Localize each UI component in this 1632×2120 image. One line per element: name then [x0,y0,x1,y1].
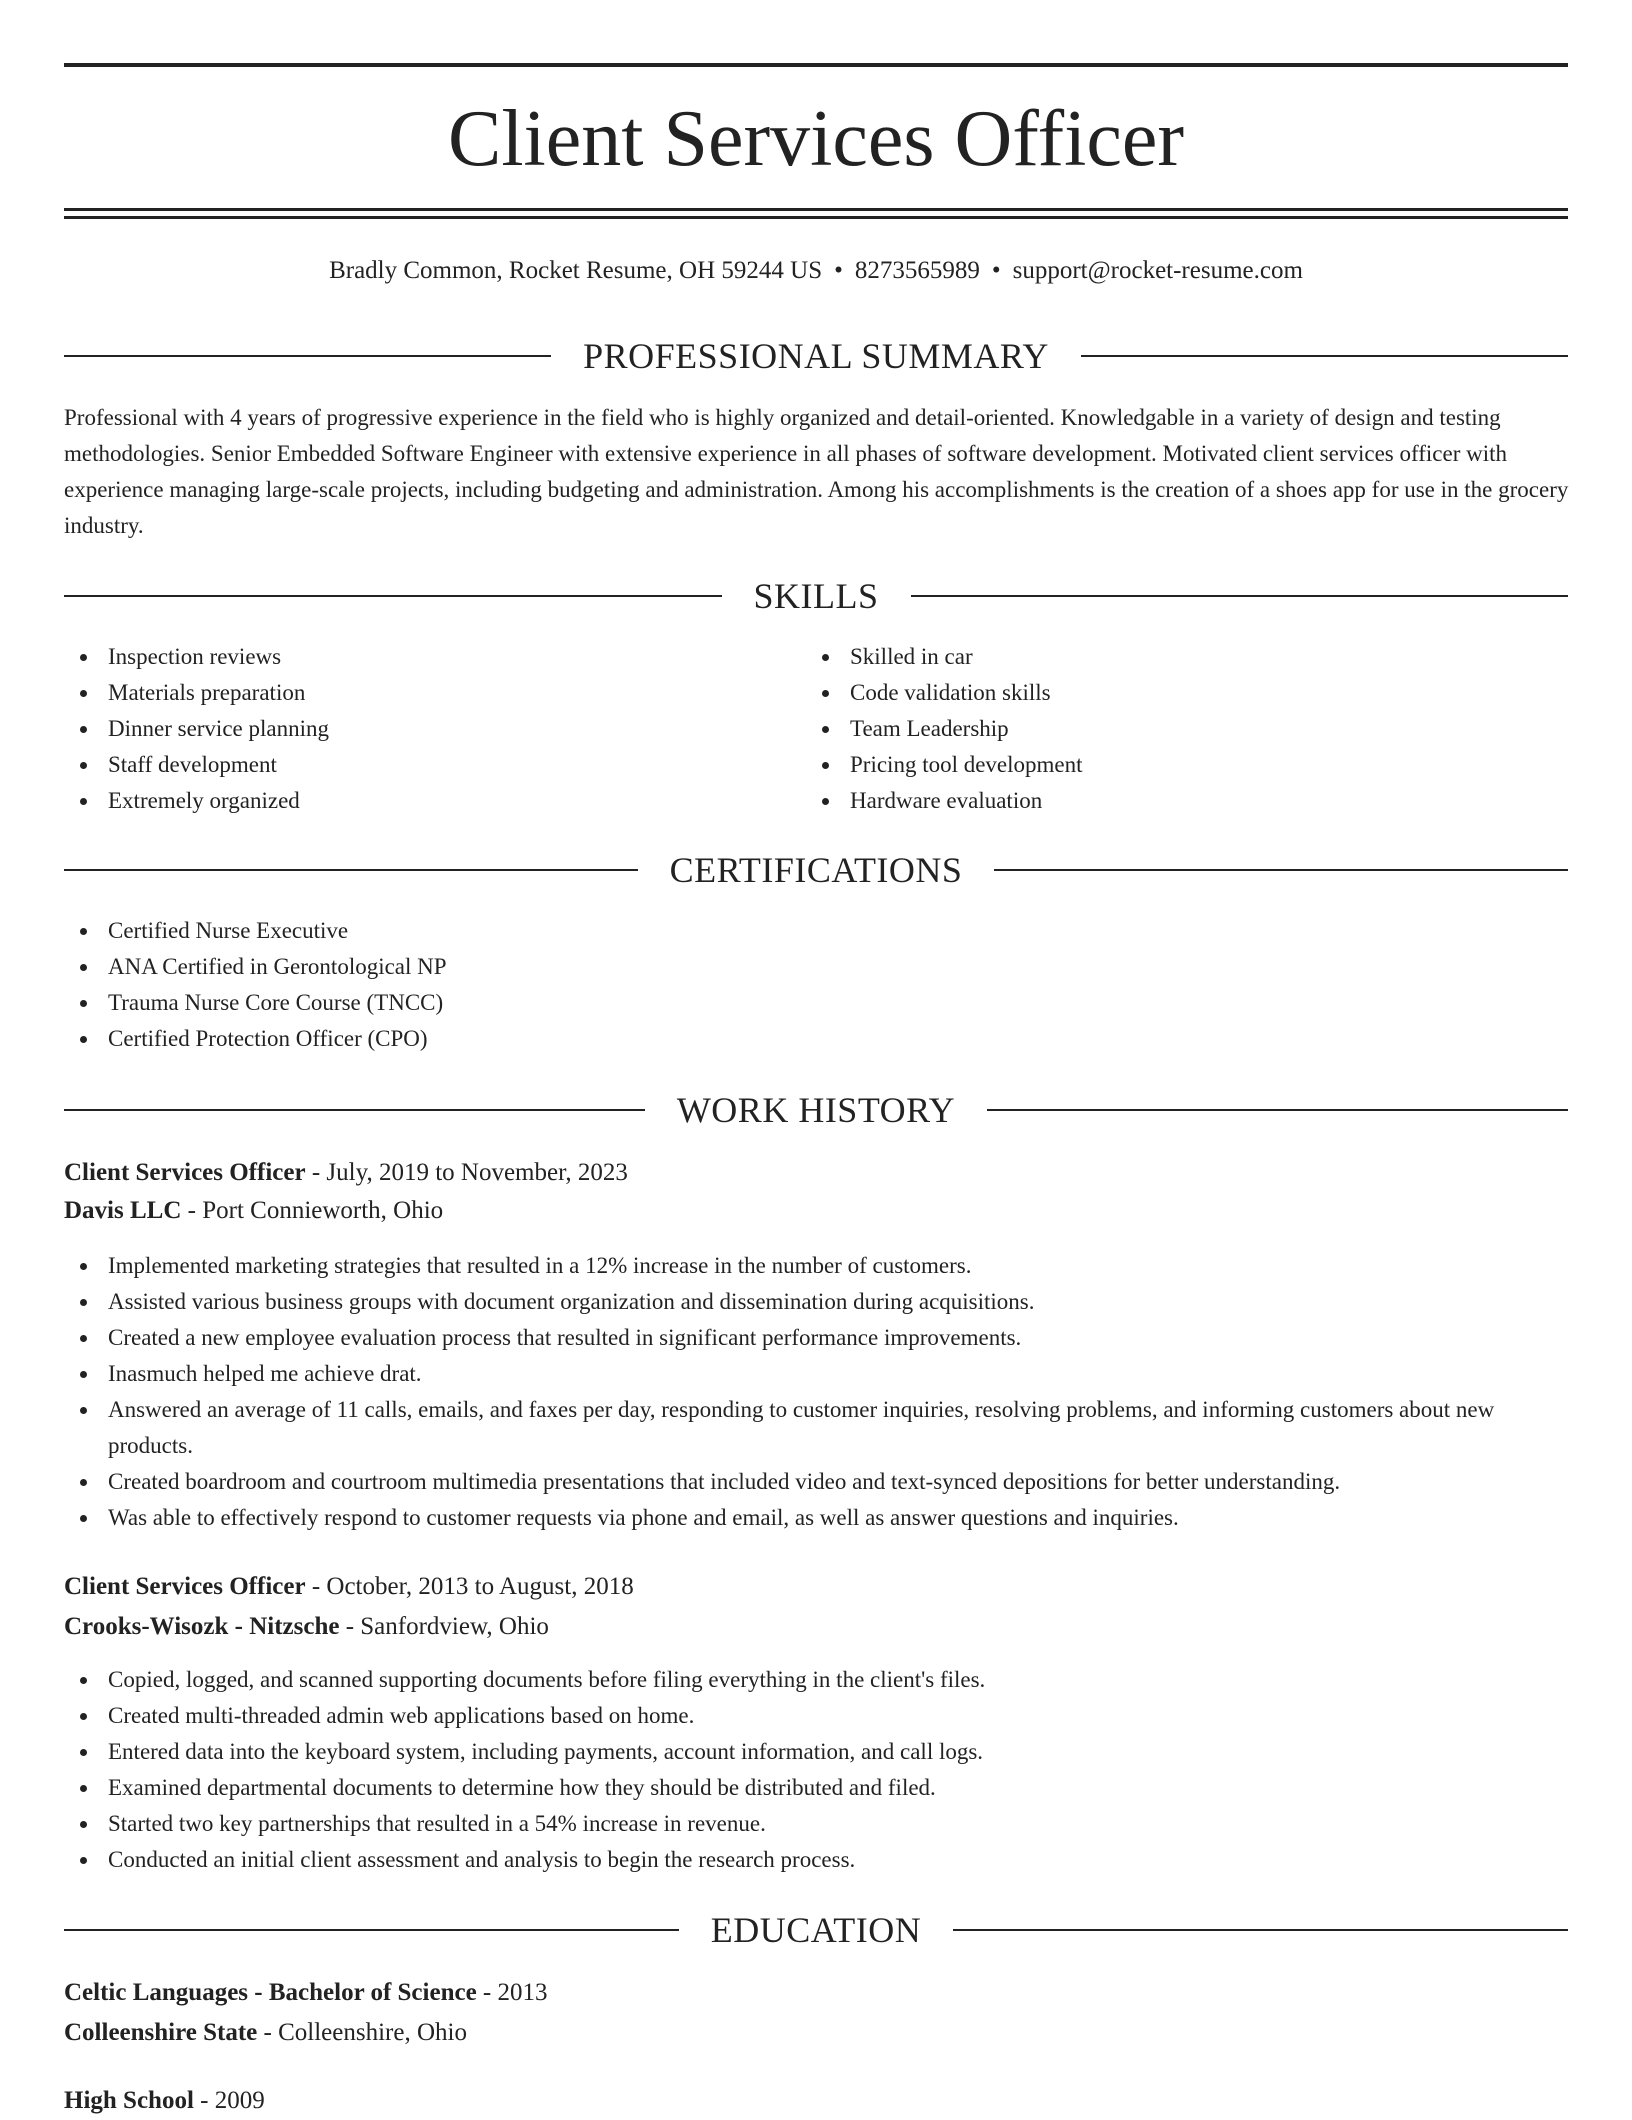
job-title-line [64,1568,634,1606]
job-bullet: Answered an average of 11 calls, emails, and faxes per day, responding to customer inquiries, resolving problems, and informing customers about new products. [64,1392,1574,1464]
job-bullet: Was able to effectively respond to customer requests via phone and email, as well as answer questions and inquiries. [64,1500,1574,1536]
job-title: Client Services Officer [64,1573,306,1600]
job-bullet: Created boardroom and courtroom multimedia presentations that included video and text-synced depositions for better understanding. [64,1464,1574,1500]
heading-rule [64,355,551,357]
job-location: - Sanfordview, Ohio [339,1613,549,1640]
job-bullet: Created multi-threaded admin web applications based on home. [64,1698,1574,1734]
certification-item: Certified Nurse Executive [64,913,1564,949]
job-bullet: Implemented marketing strategies that resulted in a 12% increase in the number of customers. [64,1248,1574,1284]
job-bullets [64,1248,1574,1536]
job-bullet: Created a new employee evaluation process that resulted in significant performance improvements. [64,1320,1574,1356]
job-bullet: Copied, logged, and scanned supporting documents before filing everything in the client's files. [64,1662,1574,1698]
contact-separator: • [991,257,1001,284]
certification-item: Trauma Nurse Core Course (TNCC) [64,985,1564,1021]
education-degree-line [64,2082,265,2120]
heading-text: EDUCATION [710,1910,922,1950]
education-year: - 2009 [193,2087,265,2114]
contact-phone: 8273565989 [854,257,980,284]
job-company: Crooks-Wisozk - Nitzsche [64,1613,340,1640]
heading-text: PROFESSIONAL SUMMARY [583,336,1049,376]
title-rule-lower [64,216,1568,219]
page-title: Client Services Officer [447,95,1185,183]
skill-item: Materials preparation [64,675,764,711]
job-dates: - October, 2013 to August, 2018 [305,1573,634,1600]
job-company: Davis LLC [64,1197,182,1224]
heading-rule [994,869,1568,871]
education-school: Colleenshire State [64,2019,258,2046]
heading-text: CERTIFICATIONS [669,850,963,890]
top-rule [64,63,1568,67]
heading-rule [64,1109,645,1111]
heading-text: SKILLS [753,576,879,616]
section-heading-work [64,1088,1568,1132]
heading-text: WORK HISTORY [676,1090,956,1130]
certifications-list [64,913,1564,1057]
heading-rule [987,1109,1568,1111]
job-company-line [64,1192,443,1230]
skill-item: Pricing tool development [806,747,1546,783]
certification-item: ANA Certified in Gerontological NP [64,949,1564,985]
job-bullet: Assisted various business groups with document organization and dissemination during acquisitions. [64,1284,1574,1320]
education-location: - Colleenshire, Ohio [257,2019,467,2046]
section-heading-summary [64,334,1568,378]
job-location: - Port Connieworth, Ohio [181,1197,444,1224]
education-year: - 2013 [476,1979,548,2006]
certification-item: Certified Protection Officer (CPO) [64,1021,1564,1057]
section-heading-certifications [64,848,1568,892]
skill-item: Extremely organized [64,783,764,819]
job-bullet: Inasmuch helped me achieve drat. [64,1356,1574,1392]
skills-list-right [806,639,1546,819]
contact-separator: • [834,257,843,284]
skills-list-left [64,639,764,819]
heading-rule [1081,355,1568,357]
skill-item: Dinner service planning [64,711,764,747]
title-rule-upper [64,208,1568,211]
job-bullets [64,1662,1574,1878]
job-title-line [64,1154,628,1192]
heading-rule [953,1929,1568,1931]
skill-item: Team Leadership [806,711,1546,747]
skill-item: Staff development [64,747,764,783]
job-bullet: Examined departmental documents to determine how they should be distributed and filed. [64,1770,1574,1806]
job-bullet: Started two key partnerships that resulted in a 54% increase in revenue. [64,1806,1574,1842]
section-heading-skills [64,574,1568,618]
heading-rule [64,1929,679,1931]
job-dates: - July, 2019 to November, 2023 [305,1159,628,1186]
job-bullet: Entered data into the keyboard system, including payments, account information, and call logs. [64,1734,1574,1770]
job-title: Client Services Officer [64,1159,306,1186]
education-degree: Celtic Languages - Bachelor of Science [64,1979,477,2006]
section-heading-education [64,1908,1568,1952]
heading-rule [64,595,722,597]
education-degree: High School [64,2087,194,2114]
skill-item: Skilled in car [806,639,1546,675]
contact-line [0,254,1632,288]
contact-email: support@rocket-resume.com [1012,257,1303,284]
heading-rule [911,595,1569,597]
summary-text: Professional with 4 years of progressive experience in the field who is highly organized and detail-oriented. Knowledgable in a variety of design and testing methodologies. Senior Embedded Software Engineer with extensive experience in all phases of software development. Motivated client services officer with experience managing large-scale projects, including budgeting and administration. Among his accomplishments is the creation of a shoes app for use in the grocery industry. [64,405,1569,538]
skill-item: Code validation skills [806,675,1546,711]
education-school-line [64,2014,467,2052]
heading-rule [64,869,638,871]
skill-item: Inspection reviews [64,639,764,675]
contact-address: Bradly Common, Rocket Resume, OH 59244 US [329,257,823,284]
education-degree-line [64,1974,548,2012]
job-bullet: Conducted an initial client assessment and analysis to begin the research process. [64,1842,1574,1878]
skill-item: Hardware evaluation [806,783,1546,819]
job-company-line [64,1608,549,1646]
